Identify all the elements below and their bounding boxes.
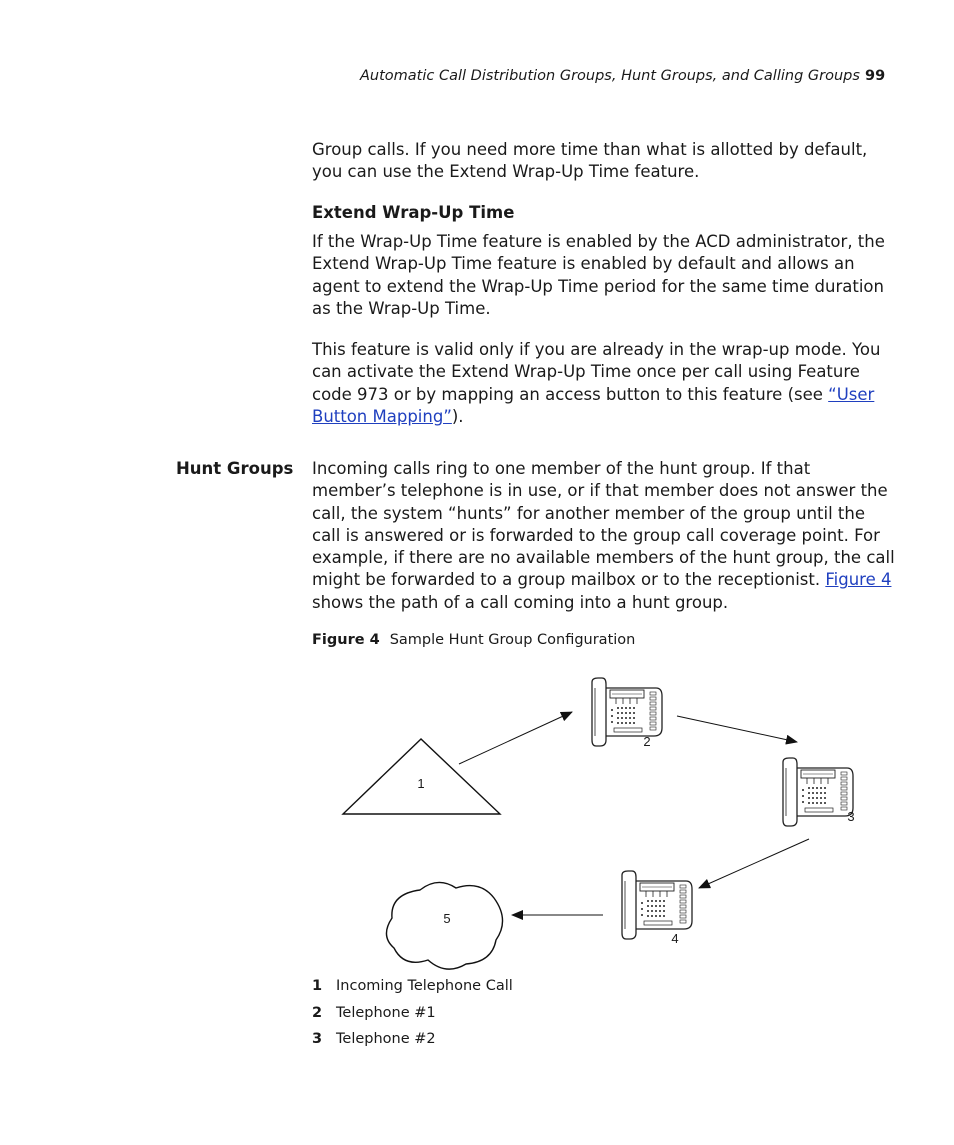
callout-3: 3: [847, 809, 855, 824]
callout-1: 1: [417, 776, 425, 791]
legend-text: Incoming Telephone Call: [336, 978, 513, 994]
arrow-call-to-phone-1: [459, 712, 572, 764]
arrow-phone-1-to-phone-2: [677, 716, 797, 742]
hunt-paragraph-end: shows the path of a call coming into a hunt group.: [312, 592, 729, 612]
legend-item: [312, 1005, 436, 1021]
legend-number: 1: [312, 978, 323, 994]
extend-paragraph-2-end: ).: [451, 406, 464, 426]
legend-text: Telephone #2: [336, 1031, 436, 1047]
callout-2: 2: [643, 734, 651, 749]
running-header-title: Automatic Call Distribution Groups, Hunt Groups, and Calling Groups: [360, 68, 860, 84]
section-heading-extend-wrap-up: Extend Wrap-Up Time: [312, 203, 515, 222]
figure-caption-text: Sample Hunt Group Configuration: [389, 632, 636, 648]
extend-paragraph-1: If the Wrap-Up Time feature is enabled by the ACD administrator, the Extend Wrap-Up Time feature is enabled by default and allows an agent to extend the Wrap-Up Time period for the same time duration as the Wrap-Up Time.: [312, 232, 885, 318]
hunt-paragraph-text: Incoming calls ring to one member of the hunt group. If that member’s telephone is in use, or if that member does not answer the call, the system “hunts” for another member of the group until the call is answered or is forwarded to the group call coverage point. For example, if there are no available members of the hunt group, the call might be forwarded to a group mailbox or to the receptionist.: [312, 459, 895, 590]
telephone-2-icon: [783, 758, 853, 826]
figure-label: Figure 4: [312, 632, 380, 648]
telephone-3-icon: [622, 871, 692, 939]
legend-number: 2: [312, 1005, 323, 1021]
legend-number: 3: [312, 1031, 323, 1047]
user-button-mapping-link[interactable]: “User Button Mapping”: [312, 384, 875, 426]
telephone-1-icon: [592, 678, 662, 746]
extend-paragraph-2-text: This feature is valid only if you are already in the wrap-up mode. You can activate the Extend Wrap-Up Time once per call using Feature code 973 or by mapping an access button to this feature (see: [312, 340, 881, 404]
legend-item: [312, 1031, 436, 1047]
page-number: 99: [865, 68, 886, 84]
legend-item: [312, 978, 513, 994]
arrow-phone-2-to-phone-3: [699, 839, 809, 888]
intro-paragraph: Group calls. If you need more time than what is allotted by default, you can use the Extend Wrap-Up Time feature.: [312, 140, 868, 182]
legend-text: Telephone #1: [336, 1005, 436, 1021]
section-heading-hunt-groups: Hunt Groups: [176, 459, 294, 478]
figure-4-link[interactable]: Figure 4: [825, 570, 892, 590]
callout-5: 5: [443, 911, 451, 926]
callout-4: 4: [671, 931, 679, 946]
